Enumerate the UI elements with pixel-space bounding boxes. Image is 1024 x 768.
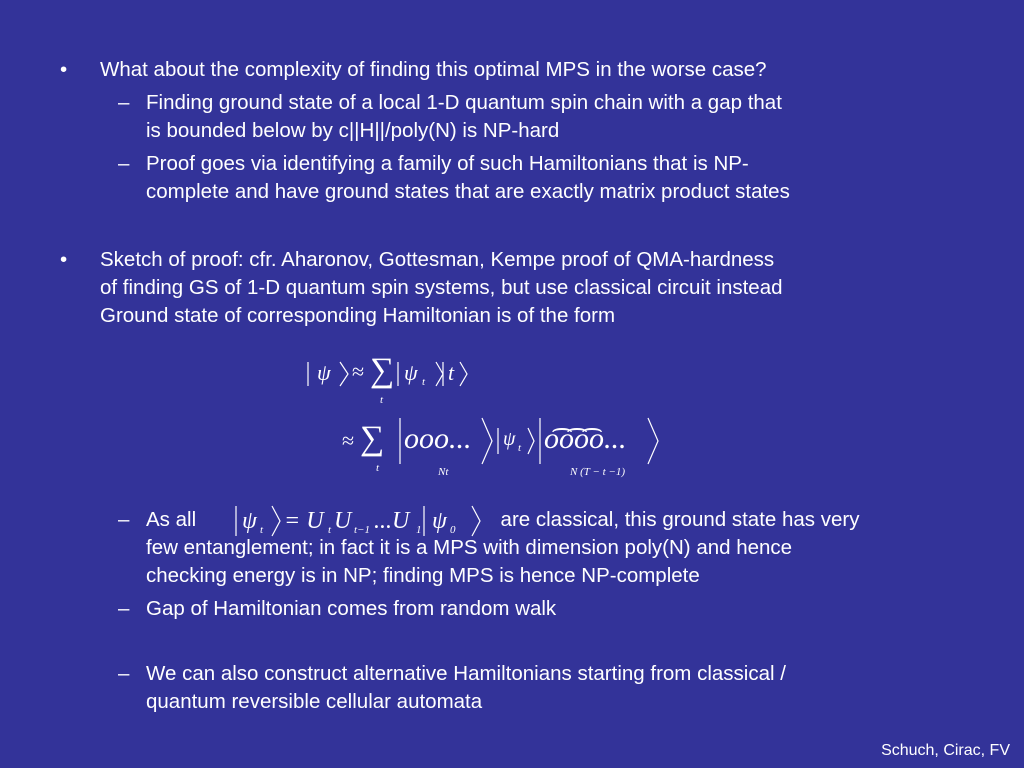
nt-label: Nt (438, 466, 449, 478)
dash-marker: – (118, 662, 130, 685)
unitary-product: = U (284, 508, 324, 534)
approx-symbol: ≈ (352, 359, 365, 384)
unitary-dots: ...U (374, 508, 410, 534)
unitary-subscript-t-1: t−1 (354, 524, 370, 536)
bullet-1 (60, 56, 960, 86)
dash-marker: – (118, 152, 130, 175)
bullet-1-text: What about the complexity of finding this optimal MPS in the worse case? (100, 58, 767, 81)
bullet-marker: • (60, 58, 68, 81)
dash-marker: – (118, 91, 130, 114)
psi-t-symbol: ψ (503, 428, 516, 450)
psi-0-symbol: ψ (432, 508, 447, 534)
psi-t-subscript: t (518, 442, 522, 454)
equation-2 (338, 414, 678, 484)
psi-0-subscript: 0 (450, 524, 456, 536)
unitary-subscript-t: t (328, 524, 332, 536)
hat-o-string: o͡o͡o͡o... (544, 422, 627, 455)
psi-t-symbol: ψ (404, 360, 418, 385)
psi-t-subscript: t (422, 376, 426, 388)
approx-symbol: ≈ (342, 428, 355, 453)
equation-1 (304, 352, 484, 412)
sum-index: t (380, 394, 384, 406)
author-credit: Schuch, Cirac, FV (881, 742, 1010, 759)
bullet-marker: • (60, 248, 68, 271)
ket-t: t (448, 360, 455, 385)
sum-symbol: ∑ (360, 420, 385, 457)
ooo-string: ooo... (404, 422, 472, 455)
psi-symbol: ψ (317, 360, 331, 385)
sum-index: t (376, 462, 380, 474)
slide: • What about the complexity of finding this optimal MPS in the worse case? – Finding ground state of a local 1-D quantum spin chain with a gap that is bounded below by c||H||/poly(N) is NP-hard – Proof goes via identifying a family of such Hamiltonians that is NP- complete and have ground states that are exactly matrix product states • Sketch of proof: cfr. Aharonov, Gottesman, Kempe proof of QMA-hardness of finding GS of 1-D quantum spin systems, but use classical circuit instead Ground state of corresponding Hamiltonian is of the form ψ ≈ ∑ t ψ t t ≈ ∑ t ooo... Nt ψ t o͡o͡o͡o... N (T − t −1) – As all are classical, this ground state has very few entanglement; in fact it is a MPS with dimension poly(N) and hence checking energy is in NP; finding MPS is hence NP-complete ψ t = U t U t−1 ...U 1 ψ 0 – Gap of Hamiltonian comes from random walk – We can also construct alternative Hamiltonians starting from classical / quantum reversible cellular automata Schuch, Cirac, FV (60, 58, 1010, 759)
equation-3 (232, 502, 492, 542)
psi-t-subscript: t (260, 524, 264, 536)
bullet-2-text: Sketch of proof: cfr. Aharonov, Gottesman, Kempe proof of QMA-hardness of finding GS of 1-D quantum spin systems, but use classical circuit instead Ground state of corresponding Hamiltonian is of the form (100, 248, 783, 327)
unitary-2: U (334, 508, 352, 534)
ntt-label: N (T − t −1) (570, 466, 625, 478)
sum-symbol: ∑ (370, 352, 395, 389)
dash-marker: – (118, 508, 130, 531)
unitary-subscript-1: 1 (416, 524, 422, 536)
psi-t-symbol: ψ (242, 508, 257, 534)
dash-marker: – (118, 597, 130, 620)
